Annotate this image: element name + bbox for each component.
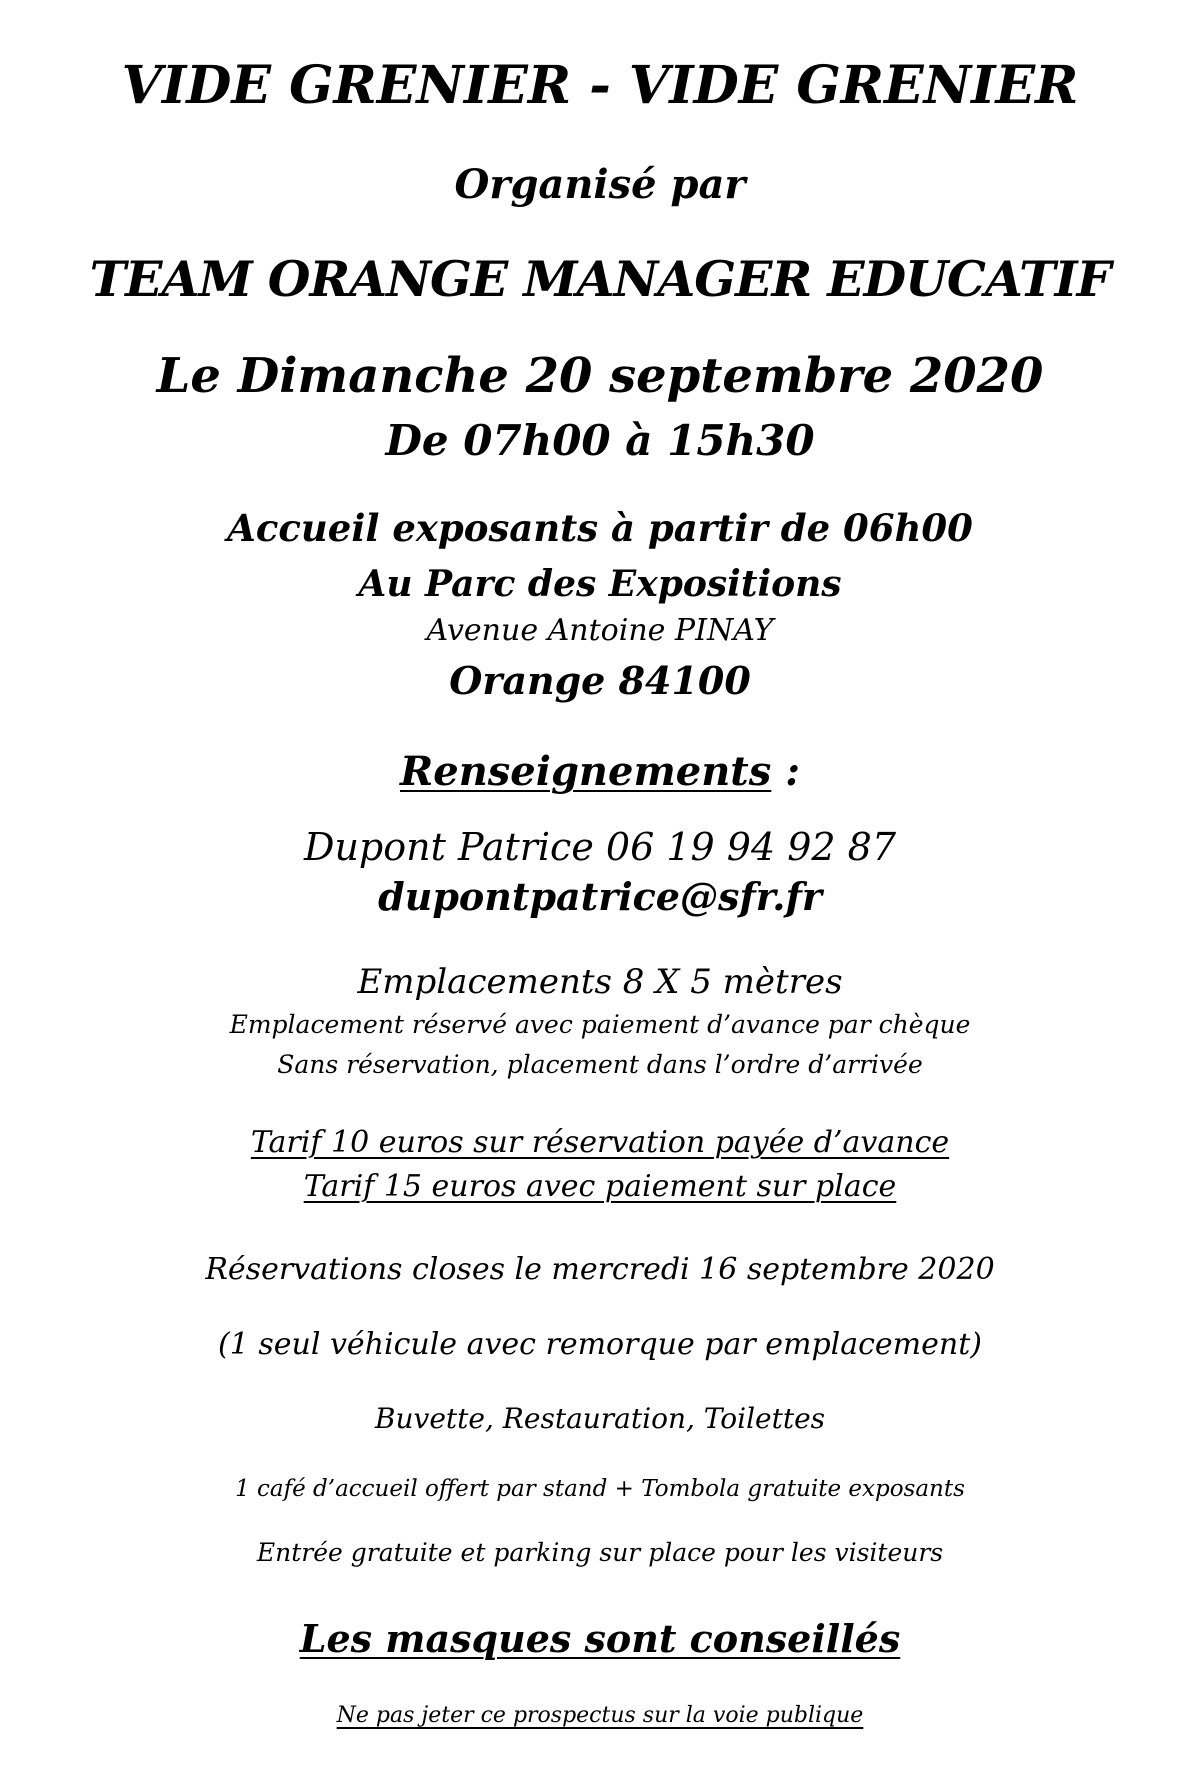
info-heading-colon: : bbox=[771, 748, 800, 795]
exhibitor-welcome: Accueil exposants à partir de 06h00 bbox=[227, 506, 973, 550]
reservations-closed: Réservations closes le mercredi 16 septembre 2020 bbox=[205, 1252, 995, 1287]
coffee-tombola: 1 café d’accueil offert par stand + Tombola gratuite exposants bbox=[235, 1476, 965, 1502]
spaces-unreserved-note: Sans réservation, placement dans l’ordre d’arrivée bbox=[277, 1050, 923, 1079]
organized-by: Organisé par bbox=[454, 161, 746, 208]
price-reserved: Tarif 10 euros sur réservation payée d’avance bbox=[250, 1125, 950, 1160]
organizer-name: TEAM ORANGE MANAGER EDUCATIF bbox=[89, 250, 1111, 308]
no-litter-notice: Ne pas jeter ce prospectus sur la voie publique bbox=[336, 1703, 864, 1728]
venue-city: Orange 84100 bbox=[449, 658, 751, 703]
vehicle-rule: (1 seul véhicule avec remorque par emplacement) bbox=[218, 1327, 982, 1362]
event-hours: De 07h00 à 15h30 bbox=[385, 416, 815, 465]
contact-email: dupontpatrice@sfr.fr bbox=[378, 874, 822, 919]
event-date: Le Dimanche 20 septembre 2020 bbox=[156, 348, 1044, 404]
amenities: Buvette, Restauration, Toilettes bbox=[374, 1402, 826, 1435]
venue-name: Au Parc des Expositions bbox=[358, 563, 842, 605]
spaces-size: Emplacements 8 X 5 mètres bbox=[357, 962, 843, 1002]
flyer-title: VIDE GRENIER - VIDE GRENIER bbox=[121, 55, 1079, 116]
info-heading-text: Renseignements bbox=[400, 748, 772, 795]
free-entry: Entrée gratuite et parking sur place pour les visiteurs bbox=[256, 1538, 944, 1567]
contact-phone: Dupont Patrice 06 19 94 92 87 bbox=[303, 825, 896, 869]
info-heading bbox=[0, 748, 1200, 795]
venue-street: Avenue Antoine PINAY bbox=[426, 613, 774, 648]
price-onsite: Tarif 15 euros avec paiement sur place bbox=[303, 1169, 897, 1204]
masks-advised: Les masques sont conseillés bbox=[299, 1616, 901, 1661]
spaces-reserved-note: Emplacement réservé avec paiement d’avance par chèque bbox=[229, 1010, 971, 1039]
